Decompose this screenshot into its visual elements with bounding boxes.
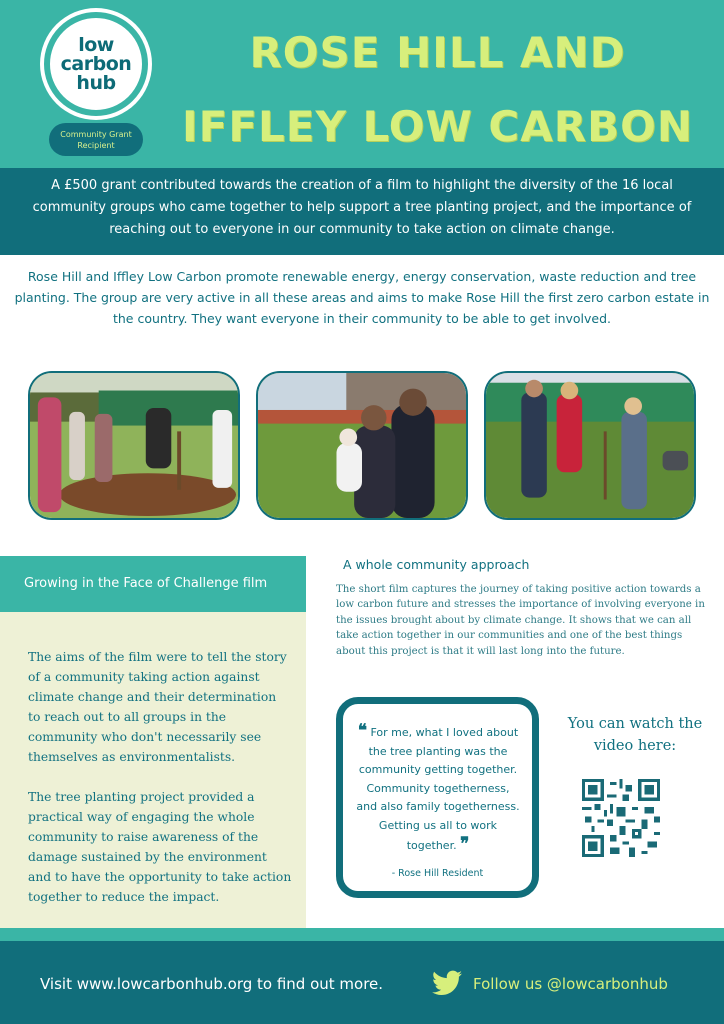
- photo-residents-planting: [484, 371, 696, 520]
- title-line-1: ROSE HILL AND: [249, 28, 626, 77]
- twitter-bird-icon[interactable]: [432, 970, 462, 996]
- quote-text-block: [355, 722, 521, 856]
- film-text: [28, 647, 292, 927]
- page-title: [165, 16, 710, 164]
- film-paragraph-2: The tree planting project provided a practical way of engaging the whole community to raise awareness of the damage sustained by the environment and to have the opportunity to take action together to reduce the impact.: [28, 790, 292, 904]
- qr-code-icon[interactable]: [582, 779, 660, 857]
- quote-box: [336, 697, 539, 898]
- approach-text: The short film captures the journey of taking positive action towards a low carbon future and stresses the importance of involving everyone in the issues brought about by climate change. It shows that we can all take action together in our communities and one of the best things about this project is that it will last long into the future.: [336, 584, 705, 657]
- film-paragraph-1: The aims of the film were to tell the story of a community taking action against climate change and their determination to reach out to all groups in the community who don't necessarily see themselves as environmentalists.: [28, 650, 287, 764]
- logo-line-3: hub: [76, 71, 116, 94]
- follow-us-link[interactable]: Follow us @lowcarbonhub: [473, 975, 668, 993]
- intro-text: A £500 grant contributed towards the creation of a film to highlight the diversity of the 16 local community groups who came together to help support a tree planting project, and the importance of reaching out to everyone in our community to take action on climate change.: [0, 168, 724, 255]
- logo-line-2: carbon: [60, 52, 132, 75]
- logo-line-1: low: [78, 33, 114, 56]
- watch-video-text: You can watch the video here:: [567, 716, 703, 754]
- quote-author: - Rose Hill Resident: [391, 868, 484, 879]
- title-line-2: IFFLEY LOW CARBON: [182, 102, 693, 151]
- low-carbon-hub-logo[interactable]: [44, 12, 148, 116]
- open-quote-icon: ❝: [357, 721, 367, 741]
- approach-heading: A whole community approach: [343, 557, 530, 572]
- quote-text: For me, what I loved about the tree planting was the community getting together. Community togetherness, and also family togetherness. Getting us all to work together.: [356, 726, 520, 852]
- photo-family: [256, 371, 468, 520]
- group-description: Rose Hill and Iffley Low Carbon promote renewable energy, energy conservation, waste reduction and tree planting. The group are very active in all these areas and aims to make Rose Hill the first zero carbon estate in the country. They want everyone in their community to be able to get involved.: [14, 269, 710, 326]
- close-quote-icon: ❞: [460, 834, 470, 854]
- website-link[interactable]: Visit www.lowcarbonhub.org to find out more.: [40, 975, 384, 993]
- film-heading: Growing in the Face of Challenge film: [0, 556, 306, 612]
- community-grant-badge: Community Grant Recipient: [49, 123, 143, 156]
- photo-tree-planting-group: [28, 371, 240, 520]
- footer-divider: [0, 928, 724, 941]
